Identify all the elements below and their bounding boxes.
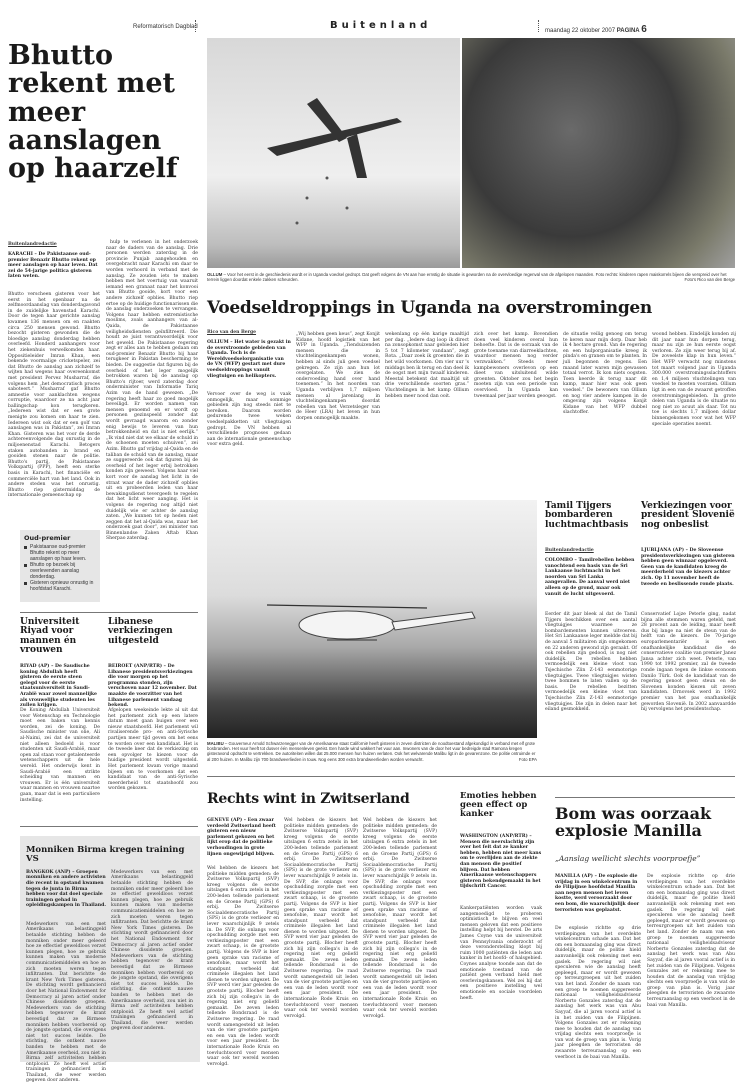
article-body: Medewerkers van een met Amerikaans belastinggeld betaalde stichting hebben de monniken onder meer geleerd hoe ze effectief geweldloos verzet kunnen plegen, hoe ze gebruik kunnen maken van moderne communicatiemiddelen en hoe ze zich moeten weren tegen infiltranten. Dat berichtte de krant New York Times gisteren. De stichting wordt gefinancierd door het National Endowment for Democracy al jaren actief onder Chinese dissidente groepen. Medewerkers van de stichting hebben tegenover de krant bevestigd dat ze Birmese monniken hebben voorbereid op de jongste opstand, die overigens niet tot succes leidde. De stichting, die ontkent nauwe banden te hebben met de Amerikaanse overheid, zou niet in Birma zelf activiteiten hebben ontplooid. Ze heeft wel actief trainingen gefinancierd in Thailand, die weer werden gegeven door anderen.: [111, 869, 193, 1032]
summary-item: Gisteren opnieuw onrustig in hoofdstad Karachi.: [24, 580, 96, 592]
photo-helicopter: [207, 500, 537, 738]
divider: [207, 776, 735, 777]
article-body: wekenlang op één karige maaltijd per dag. „Iedere dag loop ik direct na zonsopkomst naar gebieden hier 5 tot 7 kilometer vandaan”, zegt Rota. „Daar zoek ik groenten die in het wild voorkomen. Om vier uur 's middags ben ik terug en dan deel ik de oogst met mijn twaalf kinderen. Meestal betekent dat maaltijd uit drie verschillende soorten gras.” Vluchtelingen in het kamp Ollium hebben meer nood dan ooit.: [385, 332, 469, 399]
headline-zwitserland: Rechts wint in Zwitserland: [207, 791, 410, 807]
section-title: Buitenland: [330, 20, 432, 31]
article-body: Wel hebben de kiezers het politieke midden gemeden: de Zwitserse Volkspartij (SVP) kreeg volgens de eerste uitslagen 6 extra zetels in het 200-leden tellende parlement en de Groene Partij (GPS) 6 erbij. De Zwitserse Sociaaldemocratische Partij (SPS) is de grote verliezer en lever waarschijnlijk 9 zetels in. De SVP, die onlangs voor opschudding zorgde met een verkiezingsposter met een zwart schaap, is de grootste partij. Volgens de SVP is hier geen sprake van racisme of xenofobie, maar wordt het standpunt verbeeld dat criminele illegalen het land dienen te worden uitgezet. De SVP werd vier jaar geleden de grootste partij. Blocher heeft zich bij zijn collega's in de regering niet erg geliefd gemaakt. De zeven leden tellende Bondsraad is de Zwitserse regering. De raad wordt samengesteld uit leden van de vier grootste partijen en een van de leden wordt voor een jaar president. De internationale Rode Kruis en toevluchtsoord voor mensen waar ook ter wereld worden vervolgd.: [207, 866, 279, 1067]
lede-zwitserland: GENEVE (AP) – Een zwaar verdeeld Zwitserland heeft gisteren een nieuw parlement gekozen en het lijkt erop dat de politieke verhoudingen in grote lijnen ongewijzigd blijven.: [207, 818, 276, 857]
lede-tamil: COLOMBO – Tamilrebellen hebben vanochtend een basis van de Sri Lankaanse luchtmacht in het noorden van Sri Lanka aangevallen. De aanval werd niet alleen op de grond, maar ook vanuit de lucht uitgevoerd.: [545, 558, 635, 597]
byline: Buitenlandredactie: [8, 242, 57, 247]
article-body: Kankerpatiënten worden vaak aangemoedigd te proberen optimistisch te blijven en veel mensen geloven dat een positieve instelling helpt bij herstel. De arts James Coyne van de universiteit van Pennsylvania onderzocht of deze veronderstelling klopt bij ruim 1000 patiënten die leden aan kanker in het hoofd- of halsgebied. Coynes analyse toonde aan dat de emotionele toestand van de patiënt geen verband hield met overlevingskansen. Wel zei hij dat een positieve instelling wel emotionele en sociale voordelen heeft.: [460, 906, 542, 1001]
divider: [195, 20, 196, 32]
article-body: Eerder dit jaar bleek al dat de Tamil Tijgers beschikken over een aantal vliegtuigjes waarmee ze bombardementen kunnen uitvoeren. Het Sri Lankaanse leger meldde dat bij de aanval 5 militairen zijn omgekomen en 22 anderen gewond zijn geraakt. Of ook rebellen zijn gedood, is nog niet duidelijk. De rebellen hebben vermoedelijk een kleine vloot van Tsjechische Zlin Z-143 eenmotorige vliegtuigjes. Twee vliegtuigjes wisten twee bommen te laten vallen op de basis. De rebellen bezitten vermoedelijk een kleine vloot van Tsjechische Zlin Z-143 eenmotorige vliegtuigjes. Die zijn in delen naar het eiland gesmokkeld.: [545, 612, 637, 713]
article-body: Afgelopen weekeinde lekte al uit dat het parlement zich op een latere datum moet gaan buigen over een nieuw staatshoofd. Het parlement wil rivaliserende pro- en anti-Syrische partijen meer tijd geven om het eens te worden over een kandidaat. Het is de tweede keer dat de verkiezing om een opvolger te kiezen voor de huidige president wordt uitgesteld. Het parlement kwam vorige maand bijeen om te voorkomen dat een kandidaat van de anti-Syrische meerderheid tot staatshoofd zou worden gekozen.: [108, 708, 198, 792]
summary-list: [24, 544, 96, 592]
headline-bhutto: Bhutto rekent met meer aanslagen op haarzelf: [8, 40, 178, 185]
helicopter-icon: [207, 500, 537, 738]
article-body: zich over het kamp. Bovendien doen veel kinderen overal hun behoefte. Dat is de oorzaak van de grote toename van diarreeklachten, waardoor mensen nog verder verzwakken.” Steeds meer kampbewoners overlevon op een dieet van uitsluitend wilde groenten. Oktober zou het begin moeten zijn van een periode van overvloed. In Uganda kan tweemaal per jaar worden geoogst.: [474, 332, 558, 399]
lede-slovenie: LJUBLJANA (AP) – De Sloveense presidentsverkiezingen van gisteren hebben geen winnaar opgeleverd. Geen van de kandidaten kreeg de meerderheid van de kiezers achter zich. Op 11 november heeft de tweede en beslissende ronde plaats.: [641, 548, 735, 587]
article-body: de situatie veilig genoeg om terug te keren naar mijn dorp. Daar heb ik 4 hectare grond. Van de regering en een hulporganisatie kreeg ik pinda's en granen om te planten. In juli begonnen de regens. Een maand later waren mijn gewassen totaal verrot. Ik kon niets oogsten. Toen keerde ik terug naar dit kamp, maar hier was ook geen voedsel.” De bewoners van Ollium en nog vier andere kampen in de omgeving zijn volgens Konjit Kidane van het WFP dubbel slachtoffer.: [563, 332, 647, 416]
divider: [538, 20, 539, 32]
birma-box: [20, 836, 200, 1084]
lede-birma: BANGKOK (ANP) – Groepen monniken en andere activisten die recent in opstand kwamen tegen de junta in Birma hebben voor dat doel speciale trainingen gehad in opleidingskampen in Thailand.: [26, 869, 106, 909]
article-body: hulp te verlenen in het onderzoek naar de daders van de aanslag. Drie personen werden zaterdag in de provincie Punjab aangehouden en overgebracht naar Karachi om daar te worden verhoord in verband met de aanslag. Ze zouden iets te maken hebben met het voertuig van waaruit iemand een granaat naar het konvooi van Bhutto gooide, kort voor een andere zichzelf opblies. Bhutto riep ertoe op de huidige functionarissen die de aanslag onderzoeken te vervangen. Volgens haar hebben extremistische moslims, zoals aanhangers van al-Qaida, de Pakistaanse veiligheidsdiensten geïnfiltreerd. Die houdt ze juist verantwoordelijk voor het geweld. De Pakistaanse regering zegt er alles aan te hebben gedaan om oud-premier Benazir Bhutto bij haar terugkeer in Pakistan bescherming te bieden. De suggestie dat figuren bij de overheid of het leger mogelijk betrokken waren bij de aanslag op Bhutto's rijtoer, werd zaterdag door onderminister van Informatie Tariq Azim van de hand gewezen. „De regering heeft haar zo goed mogelijk beveiligd. Er worden namen van mensen genoemd en er wordt op personen gezinspeeld zonder dat wordt gevraagd waarom en zonder enig bewijs te leveren van hun betrokkenheid en dat is niet eerlijk.” „Ik vind niet dat we elkaar de schuld in de schoenen moeten schuiven”, zei Azim. Bhutto gaf vrijdag al-Qaida en de taliban de schuld van de aanslag, maar ze suggereerde ook dat figuren bij de overheid of het leger erbij betrokken konden zijn geweest. Volgens haar viel kort voor de aanslag het licht in de straat waar de dader zichzelf opblies uit en probeerden leden van haar bewakingsdienst tevergeefs te regelen dat het licht weer aanging. Het is volgens de regering nog altijd niet duidelijk wie er achter de aanslag zaten. „We kunnen tot op heden niet zeggen dat het al-Qaida was, maar het onderzoek gaat door”, zei minister van Binnenlandse Zaken Aftab Khan Sherpao zaterdag.: [106, 240, 198, 542]
lede-uganda: OLLIUM – Het water is gezakt in de overstroomde gebieden van Uganda. Toch is de Wereldvoedselorganisatie van de VN (WFP) gestart met dure voedseldroppings vanuit vliegtuigen en helikopters.: [207, 340, 291, 379]
lede-libanon: BEIROET (ANP/RTR) – De Libanese presidentsverkiezingen die voor morgen op het programma stonden, zijn verschoven naar 12 november. Dat maakte de voorzitter van het Libanese parlement vandaag bekend.: [108, 664, 197, 709]
subheadline-manilla: „Aanslag wellicht slechts voorproefje”: [555, 854, 701, 863]
newspaper-name: Reformatorisch Dagblad: [133, 24, 198, 30]
article-body: Wel hebben de kiezers het politieke midden gemeden: de Zwitserse Volkspartij (SVP) kreeg volgens de eerste uitslagen 6 extra zetels in het 200-leden tellende parlement en de Groene Partij (GPS) 6 erbij. De Zwitserse Sociaaldemocratische Partij (SPS) is de grote verliezer en lever waarschijnlijk 9 zetels in. De SVP, die onlangs voor opschudding zorgde met een verkiezingsposter met een zwart schaap, is de grootste partij. Volgens de SVP is hier geen sprake van racisme of xenofobie, maar wordt het standpunt verbeeld dat criminele illegalen het land dienen te worden uitgezet. De SVP werd vier jaar geleden de grootste partij. Blocher heeft zich bij zijn collega's in de regering niet erg geliefd gemaakt. De zeven leden tellende Bondsraad is de Zwitserse regering. De raad wordt samengesteld uit leden van de vier grootste partijen en een van de leden wordt voor een jaar president. De internationale Rode Kruis en toevluchtsoord voor mensen waar ook ter wereld worden vervolgd.: [284, 818, 358, 1019]
lede-bhutto: KARACHI – De Pakistaanse oud-premier Benazir Bhutto rekent op meer aanslagen op haar leven. Dat zei de 54-jarige politica gisteren laten weten.: [8, 252, 98, 280]
photo-airplane: [207, 38, 460, 268]
headline-riyad: Universiteit Riyad voor mannen én vrouwen: [20, 617, 80, 656]
summary-item: Bhutto op bezoek bij overlevenden aanslag donderdag.: [24, 562, 96, 580]
photo-children: [462, 38, 735, 268]
article-body: Bhutto verscheen gisteren voor het eerst in het openbaar na de zelfmoordaanslag van donderdagavond in de zuidelijke havenstad Karachi. Door de tegen haar gerichte aanslag kwamen 136 mensen om en raakten circa 250 mensen gewond. Bhutto bezocht gisteren gewonden die de bloedige aanslag donderdag hebben overleefd. Honderd aanhangers voor het ziekenhuis verwelkomden haar. Oppositieleider Imran Khan, een bekende voormalige cricketspeler, zei dat Bhutto de aanslag aan zichzelf te wijten had wegens haar overeenkomst met president Pervez Musharraf, die volgens hem „het democratisch proces saboteert.” Musharraf gaf Bhutto amnestie voor aanklachten wegens corruptie, waardoor ze na acht jaar ballingschap kon terugkeren. „Iedereen wist dat er een grote menigte zou komen om haar te zien. Iedereen wist ook dat er een golf van aanslagen was in Pakistan”, zei Imran Khan. Gisteren was het voor de derde achtereenvolgende dag onrustig in de miljoenenstad Karachi. Betogers staken autobanden in brand en gooiden stenen naar de politie. Bhutto's partij, de Pakistaanse Volkspartij (PPP), heeft een sterke basis in Karachi, het financiële en commerciële hart van het land. Ook in andere steden was het onrustig. Bhutto riep gistermiddag de internationale gemeenschap op: [8, 292, 100, 499]
article-body: De explosie richtte op drie verdiepingen van het overdekte winkelcentrum schade aan. Dat het om een bomaanslag ging was direct duidelijk, maar de politie hield aanvankelijk ook rekening met een gaslek. De regering wil niet speculeren wie de aanslag heeft gepleegd, maar er wordt gewezen op terreurgroepen uit het zuiden van het land. Zonder de naam van een groep te noemen suggereerde nationaal veiligheidsadviseur Norberto Gonzales zaterdag dat de aanslag het werk was van Abu Sayyaf, die al jaren vooral actief is in het zuiden van de Filipijnen. Volgens Gonzales zet er rekening mee te houden dat de aanslag van vrijdag slechts een voorproefje is van wat de groep van plan is. Vorig jaar pleegden de terroristen de zwaarste terreuraanslag op een veerboot in de baai van Manilla.: [647, 874, 735, 1008]
divider: [20, 612, 198, 613]
byline: Rico van den Berge: [207, 330, 257, 335]
article-body: „Wij hebben geen keus”, zegt Konjit Kidane, hoofd logistiek van het WFP in Uganda. „Tienduizenden mensen die in vluchtelingenkampen wonen, hebben al sinds juli geen voedsel gekregen. Ze zijn aan hun lot overgelaten. We zien de ondervoeding hand over hand toenemen.” In het noorden van Uganda verblijven 1,7 miljoen mensen al jarenlang in vluchtelingenkampen doordat rebellen van het Verzetsleger van de Heer (LRA) het leven in hun dorpen onmogelijk maakte.: [296, 332, 380, 421]
lede-manilla: MANILLA (AP) – De explosie die vrijdag in een winkelcentrum in de Filipijnse hoofdstad Manilla aan negen mensen het leven kostte, werd veroorzaakt door een bom, die waarschijnlijk door terroristen was geplaatst.: [555, 874, 640, 913]
summary-title: Oud-premier: [24, 534, 71, 542]
summary-item: Pakistaanse oud-premier Bhutto rekent op meer aanslagen op haar leven.: [24, 544, 96, 562]
photo-caption: OLLUM – Voor het eerst in de geschiedenis wordt er in Uganda voedsel gedropt. Dat geeft volgens de VN aan hoe ernstig de situatie is geworden na de overvloedige regenval van de afgelopen maanden. Foto rechts: kinderen rapen maiskorrels bijeen die verspreid over het terrein liggen doordat enkele zakken scheurden. Foto's Rico van den Berge: [207, 272, 735, 283]
article-body: Vervoer over de weg is vaak onmogelijk, maar sommige gebieden zijn nog steeds niet te bereiken. Daarom worden gedurende twee weken voedselpakketten uit vliegtuigen gedropt. De VN hebben al verschillende prognoses gedaan aan de internationale gemeenschap voor extra geld.: [207, 392, 291, 448]
summary-box: [20, 530, 100, 602]
divider: [555, 797, 735, 798]
airplane-icon: [207, 38, 460, 268]
article-body: De Koning Abdullah Universiteit voor Wetenschap en Technologie moet een baken van kennis worden, zei de koning. De Saudische minister van olie, Ali al-Naimi, zei dat de universiteit niet alleen bedoeld is voor studenten uit Saudi-Arabië, maar open zal staan voor getalenteerde wetenschappers uit de hele wereld. Het onderwijs kent in Saudi-Arabië een strikte scheiding van mannen en vrouwen. Er is één universiteit waar mannen en vrouwen naartoe gaan, maar dat is een particuliere instelling.: [20, 708, 100, 803]
article-body: Conservatief Lojze Peterle ging, nadat bijna alle stemmen waren geteld, met 28 procent aan de leiding, maar heeft dus bij lange na niet de steun van de helft van de kiezers. De 70-jarige europarlementariër is een onafhankelijke kandidaat die de conservatieve coalitie van premier Janez Jansa achter zich weet. Peterle, van 1990 tot 1992 premier, zal de tweede ronde ingaan tegen de linkse econoom Danilo Türk. Ook de kandidaat van de regering genoot geen steun en de Slovenen konden kiezen uit zeven kandidaten. Drnovsek werd in 1992 premier van het pas onafhankelijk geworden Slovenië. In 2002 aanvaardde hij vervolgens het presidentschap.: [641, 612, 736, 713]
article-body: Wel hebben de kiezers het politieke midden gemeden: de Zwitserse Volkspartij (SVP) kreeg volgens de eerste uitslagen 6 extra zetels in het 200-leden tellende parlement en de Groene Partij (GPS) 6 erbij. De Zwitserse Sociaaldemocratische Partij (SPS) is de grote verliezer en lever waarschijnlijk 9 zetels in. De SVP, die onlangs voor opschudding zorgde met een verkiezingsposter met een zwart schaap, is de grootste partij. Volgens de SVP is hier geen sprake van racisme of xenofobie, maar wordt het standpunt verbeeld dat criminele illegalen het land dienen te worden uitgezet. De SVP werd vier jaar geleden de grootste partij. Blocher heeft zich bij zijn collega's in de regering niet erg geliefd gemaakt. De zeven leden tellende Bondsraad is de Zwitserse regering. De raad wordt samengesteld uit leden van de vier grootste partijen en een van de leden wordt voor een jaar president. De internationale Rode Kruis en toevluchtsoord voor mensen waar ook ter wereld worden vervolgd.: [363, 818, 437, 1019]
lede-riyad: RIYAD (AP) – De Saudische koning Abdullah heeft gisteren de eerste steen gelegd voor de eerste staatsuniversiteit in Saudi-Arabië waar zowel mannelijke als vrouwelijke studenten les zullen krijgen.: [20, 664, 97, 709]
article-body: woond hebben. Eindelijk konden zij dit jaar naar hun dorpen terug, maar nu zijn ze hun eerste oogst verloren. Ze zijn weer terug bij af. De zoveelste klap in hun leven.” Het WFP verwacht nog minstens tot maart volgend jaar in Uganda 300.000 overstromingsslachtoffers en 1,4 miljoen vluchtelingen van voedsel te moeten voorzien. Ollium ligt in een van de zwaarst getroffen overstromingsgebieden. In grote delen van Uganda is de situatie nu nog niet zo acuut als daar. Tot nu toe is slechts 1,7 miljoen dollar binnengekomen voor wat het WFP speciale operaties noemt.: [652, 332, 736, 427]
headline-kanker: Emoties hebben geen effect op kanker: [460, 791, 537, 819]
lede-kanker: WASHINGTON (ANP/RTR) – Mensen die neerslachtig zijn over het feit dat ze kanker hebben, hebben niet meer kans om te overlijden aan de ziekte dan mensen die positief blijven. Dat hebben Amerikaanse wetenschappers gisteren bekendgemaakt in het tijdschrift Cancer.: [460, 834, 542, 890]
photo-caption: MALIBU – Gouverneur Arnold Schwarzenegger van de Amerikaanse staat Californië heeft gisteren in zeven districten de noodtoestand afgekondigd in verband met elf grote bosbranden. Het vuur heeft tot dusver één mensenleven geëist. Een harde wind wakkert het vuur aan. Inwoners van de door het vuur bedreigde stad Ramona kregen gisteravond opdracht te vertrekken. De autoriteiten willen dat 25.000 mensen hun huizen verlaten. Ook het welvarende Malibu ligt in de gevarenzone. De politie ontruimde er al 200 huizen. In Malibu zijn 700 brandweerlieden in touw. Nog eens 300 extra brandweerlieden worden verwacht. Foto EPA: [207, 741, 537, 762]
headline-libanon: Libanese verkiezingen uitgesteld: [108, 617, 173, 646]
article-body: Medewerkers van een met Amerikaans belastinggeld betaalde stichting hebben de monniken onder meer geleerd hoe ze effectief geweldloos verzet kunnen plegen, hoe ze gebruik kunnen maken van moderne communicatiemiddelen en hoe ze zich moeten weren tegen infiltranten. Dat berichtte de krant New York Times gisteren. De stichting wordt gefinancierd door het National Endowment for Democracy al jaren actief onder Chinese dissidente groepen. Medewerkers van de stichting hebben tegenover de krant bevestigd dat ze Birmese monniken hebben voorbereid op de jongste opstand, die overigens niet tot succes leidde. De stichting, die ontkent nauwe banden te hebben met de Amerikaanse overheid, zou niet in Birma zelf activiteiten hebben ontplooid. Ze heeft wel actief trainingen gefinancierd in Thailand, die weer werden gegeven door anderen.: [26, 921, 106, 1084]
byline: Buitenlandredactie: [545, 548, 594, 553]
headline-tamil: Tamil Tijgers bombarderen luchtmachtbasis: [545, 501, 629, 530]
divider: [20, 826, 198, 827]
headline-uganda: Voedseldroppings in Uganda na overstromingen: [207, 298, 652, 318]
page-date: maandag 22 oktober 2007 PAGINA 6: [545, 24, 647, 35]
article-body: De explosie richtte op drie verdiepingen van het overdekte winkelcentrum schade aan. Dat het om een bomaanslag ging was direct duidelijk, maar de politie hield aanvankelijk ook rekening met een gaslek. De regering wil niet speculeren wie de aanslag heeft gepleegd, maar er wordt gewezen op terreurgroepen uit het zuiden van het land. Zonder de naam van een groep te noemen suggereerde nationaal veiligheidsadviseur Norberto Gonzales zaterdag dat de aanslag het werk was van Abu Sayyaf, die al jaren vooral actief is in het zuiden van de Filipijnen. Volgens Gonzales zet er rekening mee te houden dat de aanslag van vrijdag slechts een voorproefje is van wat de groep van plan is. Vorig jaar pleegden de terroristen de zwaarste terreuraanslag op een veerboot in de baai van Manilla.: [555, 926, 641, 1060]
headline-manilla: Bom was oorzaak explosie Manilla: [555, 804, 712, 840]
headline-birma: Monniken Birma kregen training VS: [26, 845, 185, 864]
headline-slovenie: Verkiezingen voor president Slovenië nog onbeslist: [641, 501, 735, 530]
